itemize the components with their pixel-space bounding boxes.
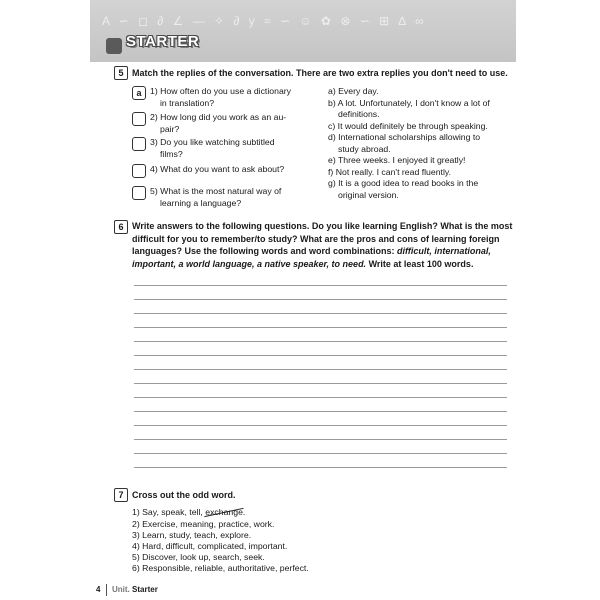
writing-line[interactable] [134, 411, 507, 412]
section-title: STARTER [126, 33, 200, 50]
odd-word-item-2: 2) Exercise, meaning, practice, work. [132, 519, 275, 529]
writing-line[interactable] [134, 369, 507, 370]
reply-c: c) It would definitely be through speaking. [328, 120, 488, 131]
workbook-page [90, 0, 516, 600]
question-3: 3) Do you like watching subtitled films? [150, 137, 275, 159]
starter-square-icon [106, 38, 122, 54]
reply-d: d) International scholarships allowing to [328, 132, 481, 142]
exercise-7-instruction: Cross out the odd word. [132, 490, 236, 500]
question-2: 2) How long did you work as an au- pair? [150, 112, 287, 134]
answer-box-3[interactable] [132, 137, 146, 151]
writing-line[interactable] [134, 299, 507, 300]
exercise-5-number: 5 [114, 66, 128, 80]
odd-word-item-4: 4) Hard, difficult, complicated, important. [132, 541, 288, 551]
exercise-6-number: 6 [114, 220, 128, 234]
writing-line[interactable] [134, 467, 507, 468]
question-4: 4) What do you want to ask about? [150, 164, 285, 174]
reply-a: a) Every day. [328, 86, 379, 96]
writing-line[interactable] [134, 397, 507, 398]
odd-word-item-5: 5) Discover, look up, search, seek. [132, 552, 265, 562]
exercise-5-instruction: Match the replies of the conversation. There are two extra replies you don't need to use. [132, 68, 508, 78]
question-1: 1) How often do you use a dictionary in translation? [150, 86, 292, 108]
answer-box-2[interactable] [132, 112, 146, 126]
writing-line[interactable] [134, 453, 507, 454]
odd-word-item-1: 1) Say, speak, tell, exchange. [132, 507, 246, 517]
header-band [90, 0, 516, 62]
odd-word-item-3: 3) Learn, study, teach, explore. [132, 530, 252, 540]
writing-line[interactable] [134, 439, 507, 440]
writing-line[interactable] [134, 355, 507, 356]
page-number: 4 [96, 584, 107, 596]
answer-box-1[interactable]: a [132, 86, 146, 100]
writing-line[interactable] [134, 341, 507, 342]
writing-line[interactable] [134, 313, 507, 314]
answer-box-4[interactable] [132, 164, 146, 178]
unit-footer: Unit. Starter [112, 585, 158, 594]
exercise-6-instruction: Write answers to the following questions. Do you like learning English? What is the most difficult for you to remember/to study? What are the pros and cons of learning foreign languages? Use the following words and word combinations: difficult, international, important, a world language, a native speaker, to need. Write at least 100 words. [132, 221, 513, 269]
reply-f: f) Not really. I can't read fluently. [328, 166, 452, 177]
exercise-7-number: 7 [114, 488, 128, 502]
reply-b: b) A lot. Unfortunately, I don't know a lot of [328, 97, 490, 108]
reply-e: e) Three weeks. I enjoyed it greatly! [328, 155, 466, 165]
odd-word-item-6: 6) Responsible, reliable, authoritative, perfect. [132, 563, 309, 573]
crossed-out-word[interactable]: exchange [205, 507, 243, 517]
question-5: 5) What is the most natural way of learning a language? [150, 186, 282, 208]
reply-g: g) It is a good idea to read books in the [328, 178, 479, 188]
writing-line[interactable] [134, 425, 507, 426]
writing-line[interactable] [134, 327, 507, 328]
writing-line[interactable] [134, 383, 507, 384]
writing-line[interactable] [134, 285, 507, 286]
answer-box-5[interactable] [132, 186, 146, 200]
header-doodles: A ∽ ◻ ∂ ∠ — ✧ ∂ y ≈ ∽ ☺ ✿ ⊗ ∽ ⊞ ∆ ∞ [102, 14, 427, 28]
replies-list: a) Every day. b) A lot. Unfortunately, I don't know a lot of definitions. c) It would definitely be through speaking. d) International scholarships allowing to study abroad. e) Three weeks. I enjoyed it greatly! f) Not really. I can't read fluently. g) It is a good idea to read books in the original version. [328, 86, 513, 201]
